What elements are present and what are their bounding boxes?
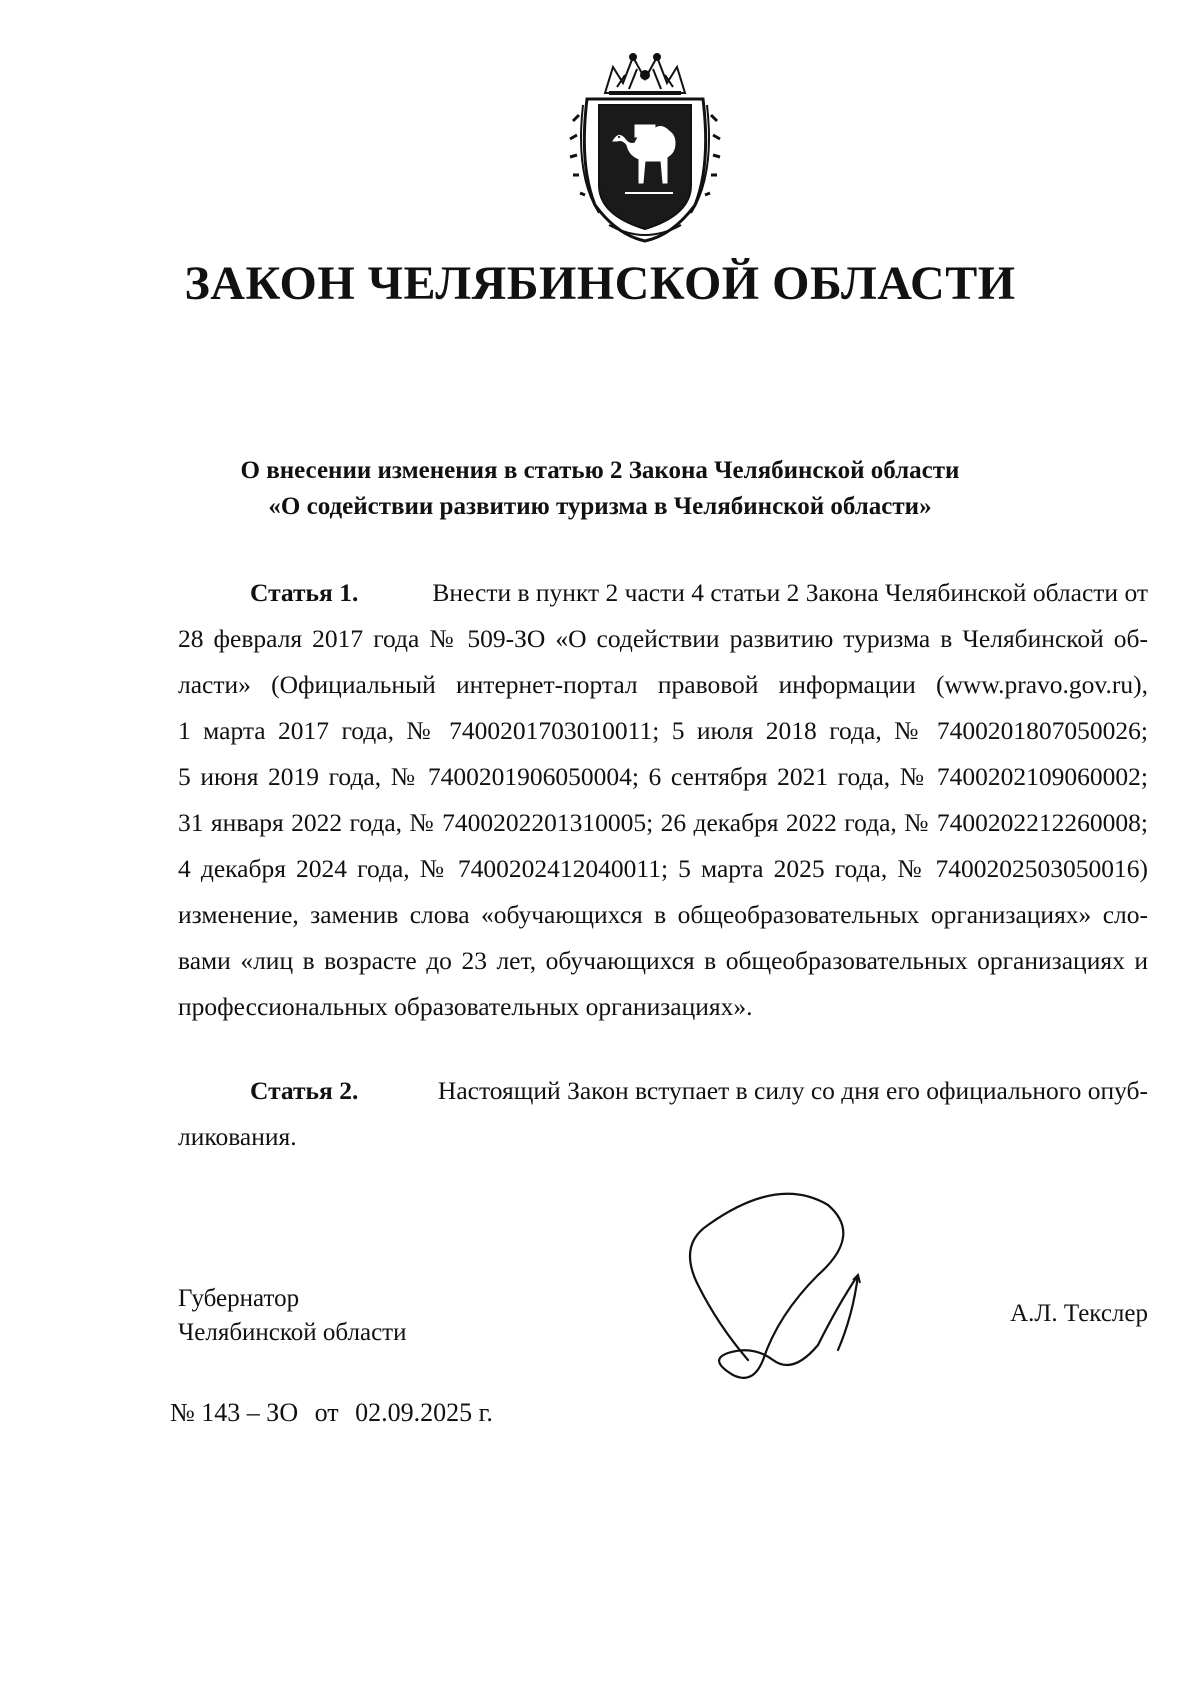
law-number-date: [170, 1398, 503, 1428]
article-1-line: изменение, заменив слова «обучающихся в общеобразовательных организациях» сло-: [178, 900, 1148, 929]
article-1-line: профессиональных образовательных организациях».: [178, 992, 753, 1021]
article-1-first-line-text: Внести в пункт 2 части 4 статьи 2 Закона Челябинской области от: [432, 578, 1148, 607]
law-subtitle: [0, 453, 1200, 525]
law-title: ЗАКОН ЧЕЛЯБИНСКОЙ ОБЛАСТИ: [184, 257, 1016, 310]
article-1-line: 31 января 2022 года, № 7400202201310005; 26 декабря 2022 года, № 7400202212260008;: [178, 808, 1148, 837]
article-2-first-line: [178, 1068, 1148, 1114]
law-number: № 143 – ЗО: [170, 1398, 299, 1427]
article-1-label: Статья 1.: [250, 578, 359, 607]
handwritten-signature: [668, 1185, 893, 1395]
subtitle-line-2: «О содействии развитию туризма в Челябинской области»: [268, 493, 932, 520]
signatory-position-line-2: Челябинской области: [178, 1319, 407, 1346]
signatory-position-line-1: Губернатор: [178, 1285, 300, 1312]
signatory-position: [178, 1282, 406, 1350]
article-1-line: 1 марта 2017 года, № 7400201703010011; 5 июля 2018 года, № 7400201807050026;: [178, 716, 1148, 745]
chelyabinsk-coat-of-arms-icon: [565, 45, 725, 245]
article-1-line: 28 февраля 2017 года № 509-ЗО «О содействии развитию туризма в Челябинской об-: [178, 624, 1148, 653]
article-2: [178, 1068, 1148, 1160]
article-1-line: вами «лиц в возрасте до 23 лет, обучающихся в общеобразовательных организациях и: [178, 946, 1148, 975]
article-1-line: 4 декабря 2024 года, № 7400202412040011; 5 марта 2025 года, № 7400202503050016): [178, 854, 1148, 883]
article-1: [178, 570, 1148, 1030]
article-1-first-line: [178, 570, 1148, 616]
law-number-from: от: [314, 1398, 339, 1427]
article-2-first-line-text: Настоящий Закон вступает в силу со дня его официального опуб-: [437, 1076, 1148, 1105]
article-2-label: Статья 2.: [250, 1076, 359, 1105]
article-1-line: ласти» (Официальный интернет-портал правовой информации (www.pravo.gov.ru),: [178, 670, 1148, 699]
law-date: 02.09.2025 г.: [355, 1398, 493, 1427]
article-1-line: 5 июня 2019 года, № 7400201906050004; 6 сентября 2021 года, № 7400202109060002;: [178, 762, 1148, 791]
subtitle-line-1: О внесении изменения в статью 2 Закона Челябинской области: [240, 457, 960, 484]
governor-name: А.Л. Текслер: [1010, 1300, 1148, 1327]
article-2-line: ликования.: [178, 1122, 297, 1151]
